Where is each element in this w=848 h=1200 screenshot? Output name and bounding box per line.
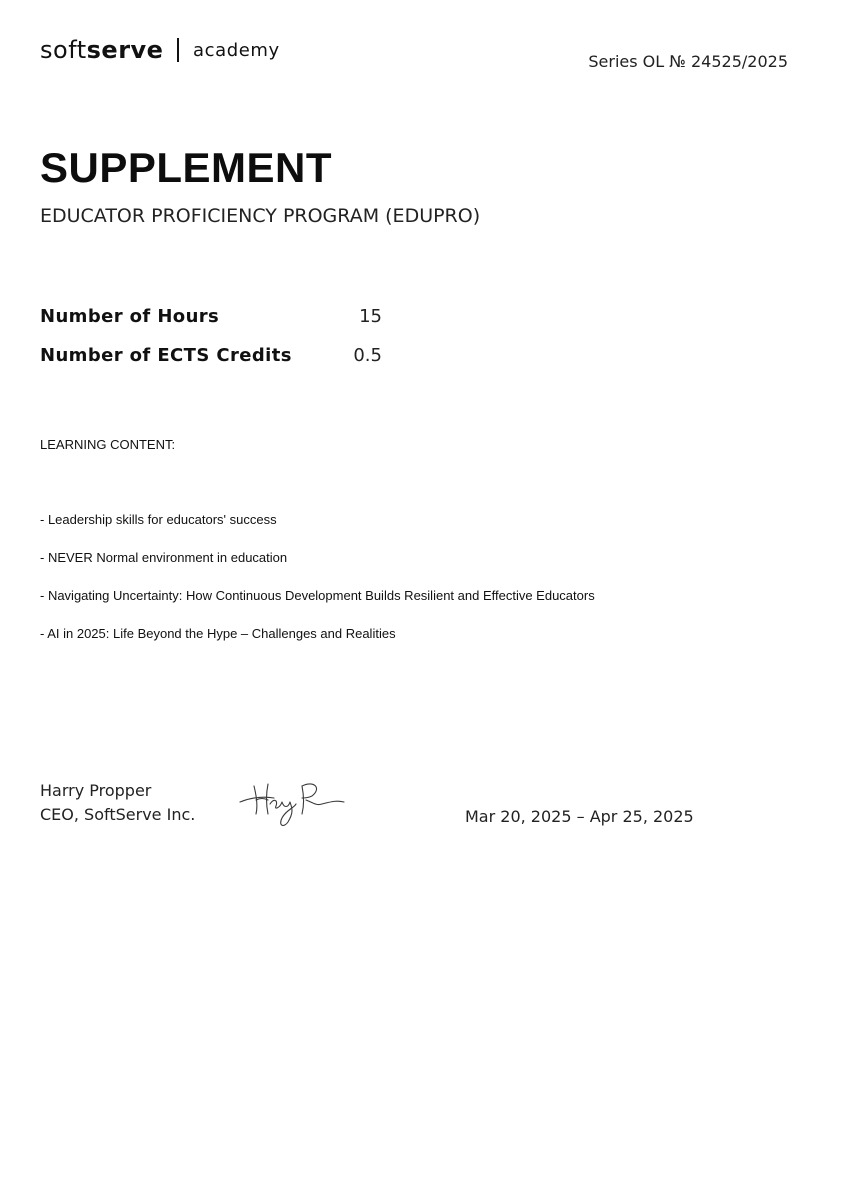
program-dates: Mar 20, 2025 – Apr 25, 2025 xyxy=(465,807,694,826)
hours-value: 15 xyxy=(359,306,382,327)
list-item: - Navigating Uncertainty: How Continuous Development Builds Resilient and Effective Educators xyxy=(40,588,595,603)
ects-value: 0.5 xyxy=(353,345,382,366)
logo-soft-text: soft xyxy=(40,36,87,64)
signer-position: CEO, SoftServe Inc. xyxy=(40,805,196,824)
ects-label: Number of ECTS Credits xyxy=(40,345,292,366)
logo-academy-text: academy xyxy=(192,39,280,61)
list-item: - NEVER Normal environment in education xyxy=(40,550,288,565)
list-item: - AI in 2025: Life Beyond the Hype – Challenges and Realities xyxy=(40,626,396,641)
hours-row xyxy=(40,306,400,334)
hours-label: Number of Hours xyxy=(40,306,220,327)
logo-divider xyxy=(177,38,179,62)
signer-block xyxy=(40,779,195,827)
learning-content-list xyxy=(40,512,595,664)
program-name: EDUCATOR PROFICIENCY PROGRAM (EDUPRO) xyxy=(40,205,481,227)
list-item: - Leadership skills for educators' success xyxy=(40,512,277,527)
series-number: Series OL № 24525/2025 xyxy=(588,52,788,71)
signer-name: Harry Propper xyxy=(40,781,152,800)
ects-row xyxy=(40,345,400,373)
handwritten-signature xyxy=(236,778,348,830)
logo-serve-text: serve xyxy=(86,36,164,64)
softserve-academy-logo xyxy=(40,36,280,64)
document-title: SUPPLEMENT xyxy=(40,144,333,191)
learning-content-heading: LEARNING CONTENT: xyxy=(40,437,176,452)
